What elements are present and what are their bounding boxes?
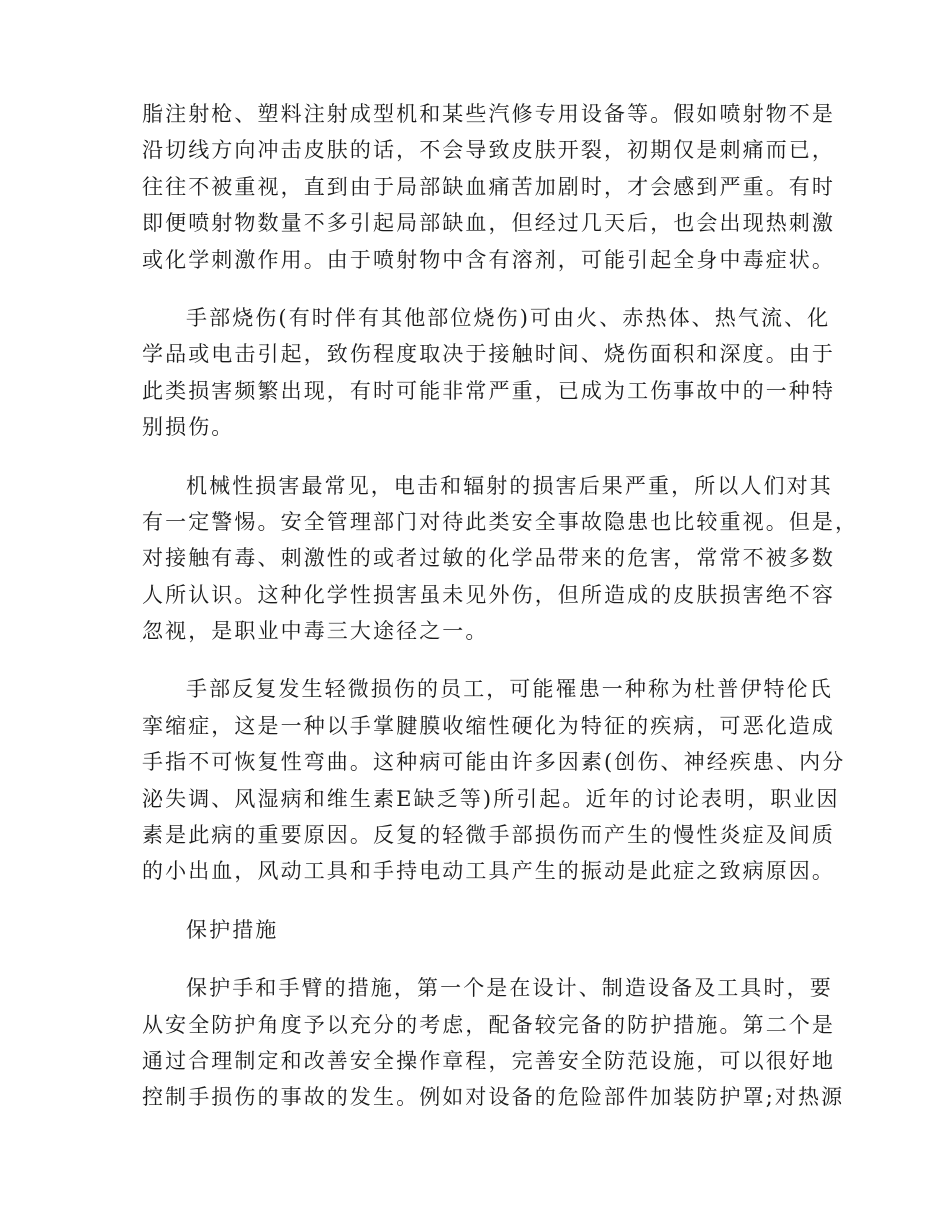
- text-line: 控制手损伤的事故的发生。例如对设备的危险部件加装防护罩;对热源: [142, 1085, 845, 1110]
- paragraph-injection-injury: [142, 96, 835, 278]
- text-line: 此类损害频繁出现，有时可能非常严重，已成为工伤事故中的一种特: [142, 378, 835, 403]
- text-line: 手部烧伤(有时伴有其他部位烧伤)可由火、赤热体、热气流、化: [186, 305, 831, 330]
- text-line: 手指不可恢复性弯曲。这种病可能由许多因素(创伤、神经疾患、内分: [142, 750, 846, 775]
- text-line: 脂注射枪、塑料注射成型机和某些汽修专用设备等。假如喷射物不是: [142, 102, 835, 126]
- text-line: 忽视，是职业中毒三大途径之一。: [142, 619, 489, 644]
- text-line: 往往不被重视，直到由于局部缺血痛苦加剧时，才会感到严重。有时: [142, 174, 835, 199]
- paragraph-mechanical-injury: [142, 468, 859, 650]
- document-body: [142, 96, 859, 1138]
- paragraph-protection-measures: [142, 970, 845, 1116]
- text-line: 泌失调、风湿病和维生素E缺乏等)所引起。近年的讨论表明，职业因: [142, 786, 840, 811]
- text-line: 的小出血，风动工具和手持电动工具产生的振动是此症之致病原因。: [142, 859, 835, 884]
- text-line: 对接触有毒、刺激性的或者过敏的化学品带来的危害，常常不被多数: [142, 546, 835, 571]
- paragraph-hand-burns: [142, 300, 835, 446]
- text-line: 沿切线方向冲击皮肤的话，不会导致皮肤开裂，初期仅是刺痛而已，: [142, 138, 835, 163]
- text-line: 即便喷射物数量不多引起局部缺血，但经过几天后，也会出现热刺激: [142, 211, 835, 236]
- text-line: 手部反复发生轻微损伤的员工，可能罹患一种称为杜普伊特伦氏: [186, 677, 833, 702]
- text-line: 人所认识。这种化学性损害虽未见外伤，但所造成的皮肤损害绝不容: [142, 582, 835, 607]
- text-line: 学品或电击引起，致伤程度取决于接触时间、烧伤面积和深度。由于: [142, 342, 835, 367]
- section-heading: 保护措施: [186, 917, 279, 942]
- text-line: 挛缩症，这是一种以手掌腱膜收缩性硬化为特征的疾病，可恶化造成: [142, 713, 835, 738]
- text-line: 别损伤。: [142, 415, 235, 440]
- text-line: 保护手和手臂的措施，第一个是在设计、制造设备及工具时，要: [186, 976, 833, 1001]
- text-line: 有一定警惕。安全管理部门对待此类安全事故隐患也比较重视。但是，: [142, 509, 859, 534]
- text-line: 通过合理制定和改善安全操作章程，完善安全防范设施，可以很好地: [142, 1048, 835, 1073]
- section-heading-protective-measures: [142, 912, 806, 948]
- paragraph-dupuytren-contracture: [142, 671, 846, 889]
- text-line: 机械性损害最常见，电击和辐射的损害后果严重，所以人们对其: [186, 473, 833, 498]
- text-line: 素是此病的重要原因。反复的轻微手部损伤而产生的慢性炎症及间质: [142, 823, 835, 848]
- text-line: 从安全防护角度予以充分的考虑，配备较完备的防护措施。第二个是: [142, 1012, 835, 1037]
- text-line: 或化学刺激作用。由于喷射物中含有溶剂，可能引起全身中毒症状。: [142, 247, 835, 272]
